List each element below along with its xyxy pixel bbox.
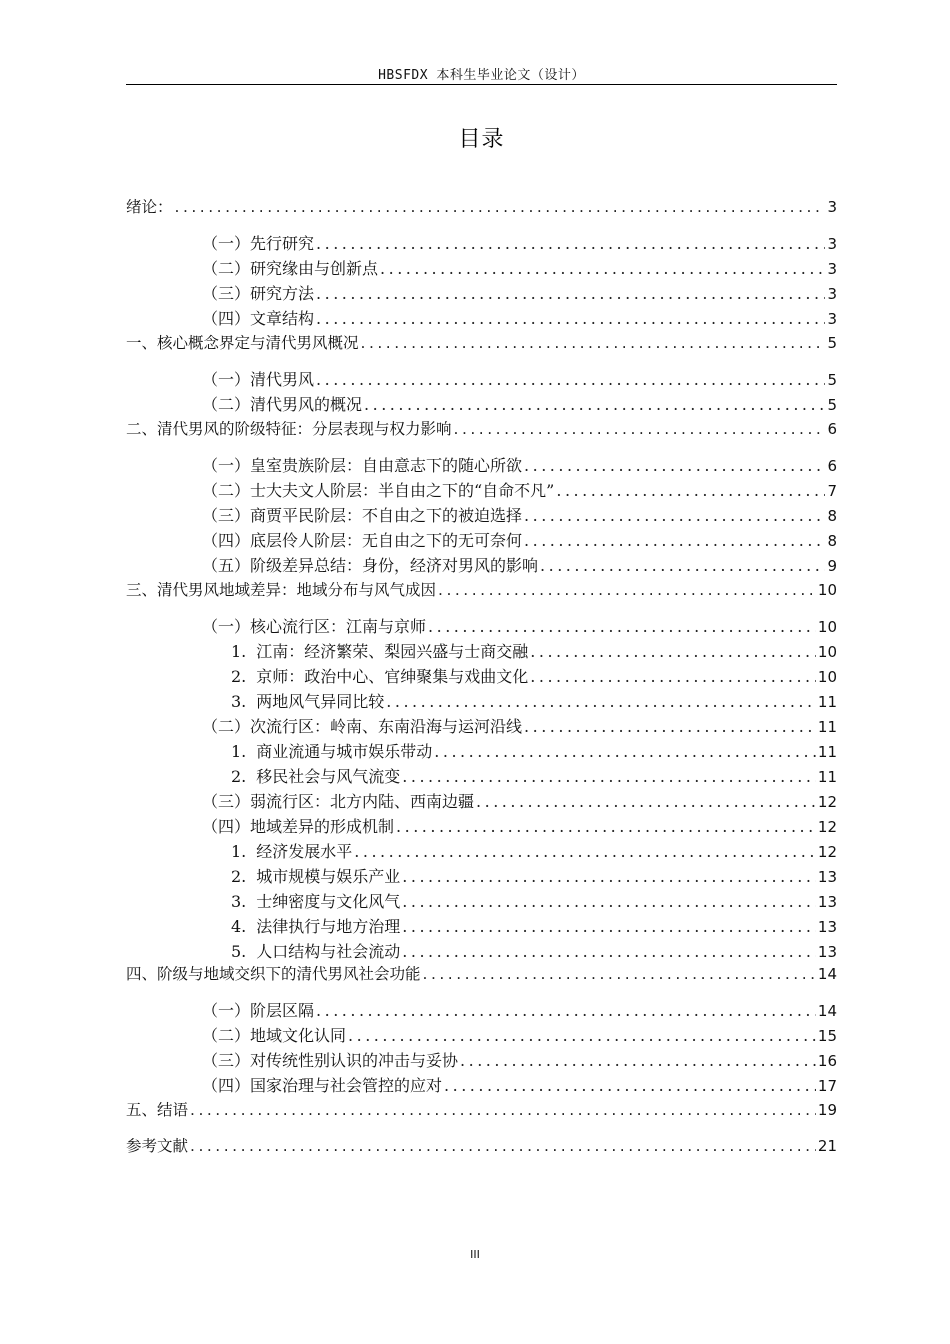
dot-leader [402,892,816,911]
dot-leader [316,234,825,253]
toc-entry[interactable] [202,306,837,330]
dot-leader [386,692,816,711]
dot-leader [423,965,816,983]
dot-leader [348,1026,816,1045]
dot-leader [316,1001,816,1020]
toc-entry-title [202,789,474,812]
toc-entry[interactable] [126,962,837,986]
dot-leader [380,259,825,278]
toc-entry-title [202,478,554,501]
toc-entry[interactable] [231,839,837,863]
toc-entry-title [202,392,362,415]
toc-entry[interactable] [231,689,837,713]
toc-entry-title [231,939,400,962]
toc-entry-text: （四）文章结构 [202,309,315,328]
toc-entry-number: 1. [231,842,247,861]
toc-page-number: 10 [817,643,837,661]
running-header: HBSFDX 本科生毕业论文（设计） [378,68,585,83]
dot-leader [190,1101,816,1119]
toc-entry-title [126,417,452,439]
dot-leader [524,456,825,475]
toc-entry-title [202,1023,346,1046]
toc-entry[interactable] [231,639,837,663]
toc-page-number: 3 [827,198,837,216]
toc-entry[interactable] [202,814,837,838]
toc-entry-text: （三）研究方法 [202,284,315,303]
dot-leader [316,309,825,328]
toc-page-number: 10 [817,618,837,636]
toc-entry-text: （一）皇室贵族阶层：自由意志下的随心所欲 [202,456,523,475]
toc-entry-text: 参考文献 [126,1137,189,1155]
toc-page-number: 21 [817,1137,837,1155]
toc-entry[interactable] [202,231,837,255]
toc-entry[interactable] [202,614,837,638]
dot-leader [540,556,825,575]
dot-leader [476,792,816,811]
toc-entry-title [202,814,394,837]
toc-page-number: 5 [827,396,837,414]
toc-entry[interactable] [202,478,837,502]
toc-page-number: 13 [817,943,837,961]
dot-leader [361,334,826,352]
toc-page-number: 7 [827,482,837,500]
toc-entry-number: 3. [231,692,247,711]
dot-leader [402,767,816,786]
toc-entry-number: 2. [231,867,247,886]
toc-page-number: 9 [827,557,837,575]
toc-entry[interactable] [231,664,837,688]
toc-page-number: 14 [817,1002,837,1020]
toc-page-number: 6 [827,420,837,438]
toc-page-number: 13 [817,868,837,886]
toc-page-number: 6 [827,457,837,475]
toc-entry-text: 两地风气异同比较 [256,692,385,711]
toc-entry-text: 京师：政治中心、官绅聚集与戏曲文化 [256,667,529,686]
toc-entry-text: （三）商贾平民阶层：不自由之下的被迫选择 [202,506,523,525]
dot-leader [444,1076,816,1095]
toc-entry-text: （二）地域文化认同 [202,1026,347,1045]
toc-entry[interactable] [126,1098,837,1122]
toc-entry-text: （二）清代男风的概况 [202,395,363,414]
toc-page-number: 3 [827,235,837,253]
toc-entry-title [202,231,314,254]
toc-entry-title [231,864,400,887]
toc-entry-title [231,639,528,662]
toc-page-number: 3 [827,260,837,278]
toc-entry[interactable] [126,1134,837,1158]
dot-leader [460,1051,816,1070]
toc-entry-number: 5. [231,942,247,961]
toc-entry-text: 一、核心概念界定与清代男风概况 [126,334,359,352]
toc-entry[interactable] [126,331,837,355]
toc-page-number: 3 [827,310,837,328]
dot-leader [402,942,816,961]
toc-entry-text: （一）清代男风 [202,370,315,389]
toc-page-number: 11 [817,743,837,761]
toc-entry-text: 江南：经济繁荣、梨园兴盛与士商交融 [256,642,529,661]
toc-entry[interactable] [202,503,837,527]
toc-entry-text: （四）国家治理与社会管控的应对 [202,1076,443,1095]
toc-entry-text: 士绅密度与文化风气 [256,892,401,911]
toc-entry-title [231,914,400,937]
page-number: III [470,1248,480,1261]
toc-page-number: 13 [817,918,837,936]
toc-entry-text: 经济发展水平 [256,842,353,861]
toc-entry-title [126,962,421,984]
toc-entry-title [231,689,384,712]
toc-entry[interactable] [126,578,837,602]
toc-entry[interactable] [202,1048,837,1072]
toc-page-number: 8 [827,532,837,550]
dot-leader [402,917,816,936]
toc-entry-text: 绪论： [126,198,173,216]
toc-page-number: 17 [817,1077,837,1095]
toc-page-number: 5 [827,371,837,389]
dot-leader [524,531,825,550]
toc-entry-title [231,889,400,912]
toc-page-number: 12 [817,843,837,861]
toc-entry-text: （二）士大夫文人阶层：半自由之下的“自命不凡” [202,481,555,500]
header-rule [126,84,837,85]
toc-entry-text: 法律执行与地方治理 [256,917,401,936]
toc-entry[interactable] [202,1023,837,1047]
toc-entry[interactable] [202,367,837,391]
toc-entry[interactable] [202,998,837,1022]
toc-entry-number: 4. [231,917,247,936]
dot-leader [434,742,816,761]
toc-entry-title [202,503,522,526]
toc-page-number: 11 [817,768,837,786]
toc-entry-number: 2. [231,767,247,786]
dot-leader [175,198,826,216]
toc-entry-text: 二、清代男风的阶级特征：分层表现与权力影响 [126,420,452,438]
toc-entry-text: 人口结构与社会流动 [256,942,401,961]
toc-page-number: 12 [817,818,837,836]
toc-entry-title [202,998,314,1021]
toc-entry[interactable] [202,553,837,577]
dot-leader [428,617,816,636]
toc-entry-title [202,1073,442,1096]
toc-entry-text: （四）地域差异的形成机制 [202,817,395,836]
toc-entry-title [202,256,378,279]
toc-page-number: 13 [817,893,837,911]
toc-entry-text: （一）核心流行区：江南与京师 [202,617,427,636]
toc-entry[interactable] [202,392,837,416]
toc-page-number: 8 [827,507,837,525]
dot-leader [556,481,825,500]
toc-entry-title [202,528,522,551]
toc-entry[interactable] [202,256,837,280]
toc-entry[interactable] [202,453,837,477]
toc-entry-title [202,306,314,329]
dot-leader [190,1137,816,1155]
toc-entry-title [202,1048,458,1071]
toc-page-number: 10 [817,668,837,686]
toc-entry[interactable] [126,195,837,219]
toc-entry-text: 三、清代男风地域差异：地域分布与风气成因 [126,581,437,599]
toc-entry-title [126,1098,188,1120]
dot-leader [396,817,816,836]
toc-page-number: 16 [817,1052,837,1070]
toc-entry-text: （四）底层伶人阶层：无自由之下的无可奈何 [202,531,523,550]
toc-entry[interactable] [202,789,837,813]
toc-entry[interactable] [231,739,837,763]
toc-entry-text: （三）对传统性别认识的冲击与妥协 [202,1051,459,1070]
toc-entry-title [126,1134,188,1156]
toc-entry-number: 2. [231,667,247,686]
toc-entry-text: （三）弱流行区：北方内陆、西南边疆 [202,792,475,811]
toc-entry-title [126,578,436,600]
toc-page-number: 19 [817,1101,837,1119]
toc-entry-number: 3. [231,892,247,911]
toc-entry[interactable] [231,764,837,788]
toc-page-number: 12 [817,793,837,811]
toc-entry-title [202,453,522,476]
toc-entry[interactable] [126,417,837,441]
dot-leader [354,842,816,861]
toc-entry-text: （二）次流行区：岭南、东南沿海与运河沿线 [202,717,523,736]
toc-entry-title [231,839,352,862]
toc-entry-number: 1. [231,742,247,761]
toc-entry-title [231,739,432,762]
toc-entry-title [202,614,426,637]
dot-leader [316,370,825,389]
toc-entry-title [202,714,522,737]
toc-entry[interactable] [202,1073,837,1097]
dot-leader [402,867,816,886]
dot-leader [530,667,816,686]
dot-leader [316,284,825,303]
toc-entry-title [202,553,538,576]
toc-entry[interactable] [202,528,837,552]
toc-page-number: 11 [817,718,837,736]
toc-entry[interactable] [202,281,837,305]
toc-page-number: 15 [817,1027,837,1045]
toc-page-number: 5 [827,334,837,352]
toc-entry[interactable] [231,889,837,913]
toc-entry-title [231,664,528,687]
toc-page-number: 10 [817,581,837,599]
toc-entry-text: 五、结语 [126,1101,189,1119]
toc-entry-title [126,331,359,353]
toc-entry-title [202,367,314,390]
toc-page-number: 14 [817,965,837,983]
toc-entry-text: 移民社会与风气流变 [256,767,401,786]
toc-entry[interactable] [231,939,837,963]
dot-leader [364,395,825,414]
page-title: 目录 [458,127,505,152]
toc-entry-text: （二）研究缘由与创新点 [202,259,379,278]
toc-entry-title [231,764,400,787]
toc-entry[interactable] [202,714,837,738]
toc-entry-text: 商业流通与城市娱乐带动 [256,742,433,761]
toc-entry-text: 四、阶级与地域交织下的清代男风社会功能 [126,965,421,983]
toc-entry[interactable] [231,864,837,888]
dot-leader [530,642,816,661]
toc-entry-text: （一）阶层区隔 [202,1001,315,1020]
toc-page-number: 11 [817,693,837,711]
toc-entry-number: 1. [231,642,247,661]
toc-entry-text: （五）阶级差异总结：身份，经济对男风的影响 [202,556,539,575]
toc-entry-title [202,281,314,304]
toc-entry[interactable] [231,914,837,938]
dot-leader [454,420,826,438]
toc-entry-text: 城市规模与娱乐产业 [256,867,401,886]
dot-leader [438,581,816,599]
toc-entry-title [126,195,173,217]
dot-leader [524,506,825,525]
dot-leader [524,717,816,736]
toc-entry-text: （一）先行研究 [202,234,315,253]
toc-page-number: 3 [827,285,837,303]
